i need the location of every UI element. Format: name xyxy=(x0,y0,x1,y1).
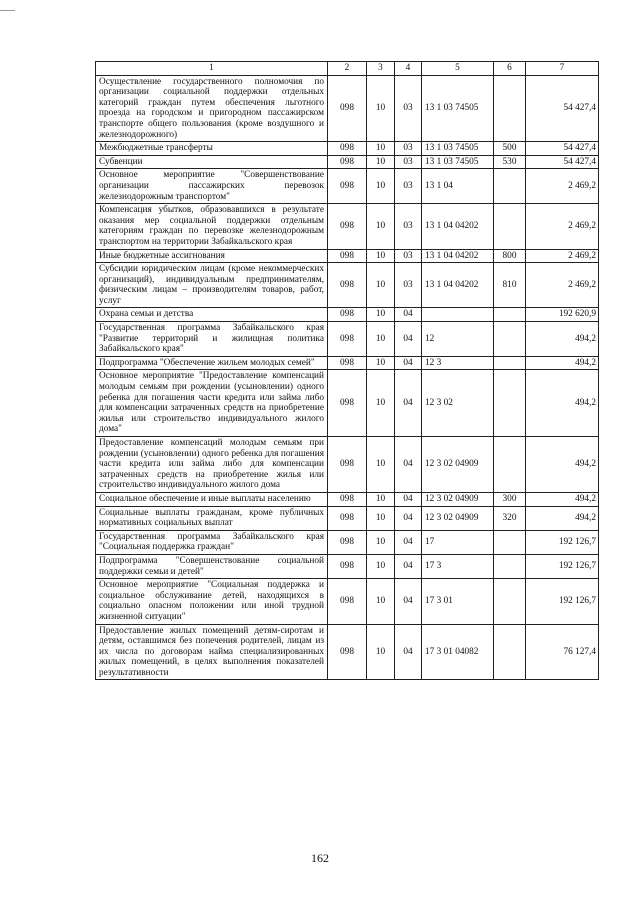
cell-section: 10 xyxy=(367,322,395,357)
cell-amount: 192 126,7 xyxy=(526,554,599,578)
cell-target-article: 12 3 02 04909 xyxy=(422,437,494,493)
table-body xyxy=(96,75,599,680)
cell-expense-type xyxy=(494,579,526,624)
cell-name: Основное мероприятие "Совершенствование организации пассажирских перевозок железнодорожным транспортом" xyxy=(96,169,328,204)
cell-name: Подпрограмма "Совершенствование социальной поддержки семьи и детей" xyxy=(96,554,328,578)
cell-subsection: 03 xyxy=(395,204,422,249)
table-row xyxy=(96,155,599,169)
cell-ministry-code: 098 xyxy=(328,155,367,169)
page-number: 162 xyxy=(311,851,329,865)
cell-name: Социальные выплаты гражданам, кроме публичных нормативных социальных выплат xyxy=(96,506,328,530)
cell-target-article: 13 1 04 04202 xyxy=(422,204,494,249)
cell-name: Иные бюджетные ассигнования xyxy=(96,249,328,263)
cell-target-article: 17 3 01 04082 xyxy=(422,624,494,680)
cell-target-article: 13 1 03 74505 xyxy=(422,142,494,156)
table-row xyxy=(96,356,599,370)
cell-expense-type xyxy=(494,356,526,370)
cell-amount: 494,2 xyxy=(526,322,599,357)
cell-subsection: 04 xyxy=(395,624,422,680)
cell-target-article: 12 3 02 04909 xyxy=(422,506,494,530)
cell-section: 10 xyxy=(367,75,395,142)
cell-name: Основное мероприятие "Социальная поддержка и социальное обслуживание детей, находящихся в социально опасном положении или иной трудной жизненной ситуации" xyxy=(96,579,328,624)
cell-ministry-code: 098 xyxy=(328,624,367,680)
cell-subsection: 04 xyxy=(395,322,422,357)
cell-expense-type xyxy=(494,169,526,204)
table-row xyxy=(96,263,599,308)
cell-ministry-code: 098 xyxy=(328,75,367,142)
cell-target-article: 12 3 02 04909 xyxy=(422,492,494,506)
cell-target-article: 13 1 04 04202 xyxy=(422,249,494,263)
cell-subsection: 03 xyxy=(395,263,422,308)
header-col-3: 3 xyxy=(367,62,395,76)
cell-expense-type: 300 xyxy=(494,492,526,506)
table-row xyxy=(96,437,599,493)
cell-ministry-code: 098 xyxy=(328,554,367,578)
cell-expense-type xyxy=(494,75,526,142)
cell-section: 10 xyxy=(367,530,395,554)
cell-target-article: 13 1 04 04202 xyxy=(422,263,494,308)
table-row xyxy=(96,492,599,506)
cell-name: Межбюджетные трансферты xyxy=(96,142,328,156)
cell-ministry-code: 098 xyxy=(328,506,367,530)
cell-ministry-code: 098 xyxy=(328,169,367,204)
cell-section: 10 xyxy=(367,169,395,204)
cell-section: 10 xyxy=(367,155,395,169)
cell-target-article: 17 xyxy=(422,530,494,554)
cell-amount: 192 620,9 xyxy=(526,308,599,322)
cell-amount: 494,2 xyxy=(526,370,599,437)
cell-expense-type xyxy=(494,308,526,322)
cell-target-article: 13 1 03 74505 xyxy=(422,75,494,142)
cell-name: Охрана семьи и детства xyxy=(96,308,328,322)
cell-section: 10 xyxy=(367,204,395,249)
cell-name: Предоставление компенсаций молодым семьям при рождении (усыновлении) одного ребенка для погашения части кредита или займа либо для компенсации затраченных средств на приобретение жилья или строительство индивидуального жилого дома xyxy=(96,437,328,493)
table-row xyxy=(96,75,599,142)
cell-expense-type xyxy=(494,370,526,437)
cell-section: 10 xyxy=(367,492,395,506)
cell-subsection: 04 xyxy=(395,554,422,578)
cell-amount: 494,2 xyxy=(526,356,599,370)
cell-amount: 494,2 xyxy=(526,492,599,506)
cell-section: 10 xyxy=(367,554,395,578)
table-row xyxy=(96,322,599,357)
cell-subsection: 03 xyxy=(395,142,422,156)
cell-name: Субсидии юридическим лицам (кроме некоммерческих организаций), индивидуальным предпринимателям, физическим лицам – производителям товаров, работ, услуг xyxy=(96,263,328,308)
cell-ministry-code: 098 xyxy=(328,263,367,308)
cell-ministry-code: 098 xyxy=(328,492,367,506)
cell-subsection: 03 xyxy=(395,169,422,204)
cell-section: 10 xyxy=(367,437,395,493)
cell-section: 10 xyxy=(367,370,395,437)
cell-subsection: 04 xyxy=(395,579,422,624)
cell-target-article: 17 3 xyxy=(422,554,494,578)
header-col-2: 2 xyxy=(328,62,367,76)
cell-subsection: 03 xyxy=(395,75,422,142)
header-col-1: 1 xyxy=(96,62,328,76)
cell-expense-type xyxy=(494,437,526,493)
cell-subsection: 04 xyxy=(395,308,422,322)
cell-ministry-code: 098 xyxy=(328,308,367,322)
cell-amount: 494,2 xyxy=(526,437,599,493)
cell-name: Компенсация убытков, образовавшихся в результате оказания мер социальной поддержки отдельным категориям граждан по перевозке железнодорожным транспортом на территории Забайкальского края xyxy=(96,204,328,249)
cell-subsection: 04 xyxy=(395,530,422,554)
cell-section: 10 xyxy=(367,142,395,156)
cell-name: Государственная программа Забайкальского края "Социальная поддержка граждан" xyxy=(96,530,328,554)
cell-ministry-code: 098 xyxy=(328,356,367,370)
cell-name: Субвенции xyxy=(96,155,328,169)
cell-section: 10 xyxy=(367,579,395,624)
cell-amount: 494,2 xyxy=(526,506,599,530)
table-row xyxy=(96,530,599,554)
cell-subsection: 03 xyxy=(395,155,422,169)
table-row xyxy=(96,204,599,249)
cell-ministry-code: 098 xyxy=(328,530,367,554)
cell-ministry-code: 098 xyxy=(328,142,367,156)
cell-expense-type xyxy=(494,624,526,680)
cell-name: Подпрограмма "Обеспечение жильем молодых семей" xyxy=(96,356,328,370)
cell-target-article: 13 1 03 74505 xyxy=(422,155,494,169)
cell-target-article: 12 3 02 xyxy=(422,370,494,437)
cell-name: Предоставление жилых помещений детям-сиротам и детям, оставшимся без попечения родителей, лицам из их числа по договорам найма специализированных жилых помещений, в целях выполнения показателей результативности xyxy=(96,624,328,680)
cell-name: Осуществление государственного полномочия по организации социальной поддержки отдельных категорий граждан путем обеспечения льготного проезда на городском и пригородном пассажирском транспорте общего пользования (кроме воздушного и железнодорожного) xyxy=(96,75,328,142)
cell-ministry-code: 098 xyxy=(328,579,367,624)
cell-amount: 192 126,7 xyxy=(526,530,599,554)
table-row xyxy=(96,142,599,156)
table-row xyxy=(96,249,599,263)
cell-subsection: 04 xyxy=(395,506,422,530)
cell-section: 10 xyxy=(367,308,395,322)
cell-section: 10 xyxy=(367,506,395,530)
budget-table xyxy=(95,61,599,680)
cell-ministry-code: 098 xyxy=(328,204,367,249)
cell-subsection: 04 xyxy=(395,492,422,506)
table-header-row xyxy=(96,62,599,76)
cell-amount: 2 469,2 xyxy=(526,204,599,249)
cell-expense-type: 810 xyxy=(494,263,526,308)
cell-amount: 54 427,4 xyxy=(526,155,599,169)
cell-amount: 2 469,2 xyxy=(526,249,599,263)
cell-ministry-code: 098 xyxy=(328,370,367,437)
cell-expense-type xyxy=(494,204,526,249)
cell-name: Социальное обеспечение и иные выплаты населению xyxy=(96,492,328,506)
cell-amount: 192 126,7 xyxy=(526,579,599,624)
cell-amount: 54 427,4 xyxy=(526,75,599,142)
cell-subsection: 03 xyxy=(395,249,422,263)
header-col-7: 7 xyxy=(526,62,599,76)
header-col-4: 4 xyxy=(395,62,422,76)
cell-target-article xyxy=(422,308,494,322)
cell-target-article: 12 3 xyxy=(422,356,494,370)
cell-target-article: 12 xyxy=(422,322,494,357)
cell-expense-type: 320 xyxy=(494,506,526,530)
table-row xyxy=(96,308,599,322)
cell-expense-type xyxy=(494,322,526,357)
cell-name: Основное мероприятие "Предоставление компенсаций молодым семьям при рождении (усыновлении) одного ребенка для погашения части кредита или займа либо для компенсации затраченных средств на приобретение жилья или строительство индивидуального жилого дома" xyxy=(96,370,328,437)
table-row xyxy=(96,624,599,680)
cell-expense-type: 500 xyxy=(494,142,526,156)
cell-expense-type xyxy=(494,554,526,578)
cell-expense-type xyxy=(494,530,526,554)
cell-section: 10 xyxy=(367,249,395,263)
cell-expense-type: 800 xyxy=(494,249,526,263)
cell-section: 10 xyxy=(367,263,395,308)
cell-amount: 2 469,2 xyxy=(526,263,599,308)
cell-amount: 2 469,2 xyxy=(526,169,599,204)
cell-amount: 54 427,4 xyxy=(526,142,599,156)
cell-target-article: 17 3 01 xyxy=(422,579,494,624)
table-row xyxy=(96,169,599,204)
cell-ministry-code: 098 xyxy=(328,322,367,357)
table-row xyxy=(96,506,599,530)
cell-expense-type: 530 xyxy=(494,155,526,169)
cell-name: Государственная программа Забайкальского края "Развитие территорий и жилищная политика Забайкальского края" xyxy=(96,322,328,357)
header-col-6: 6 xyxy=(494,62,526,76)
cell-ministry-code: 098 xyxy=(328,437,367,493)
cell-subsection: 04 xyxy=(395,437,422,493)
cell-section: 10 xyxy=(367,356,395,370)
cell-subsection: 04 xyxy=(395,370,422,437)
cell-ministry-code: 098 xyxy=(328,249,367,263)
table-row xyxy=(96,579,599,624)
cell-target-article: 13 1 04 xyxy=(422,169,494,204)
cell-subsection: 04 xyxy=(395,356,422,370)
cell-section: 10 xyxy=(367,624,395,680)
scan-edge-mark xyxy=(0,10,15,11)
header-col-5: 5 xyxy=(422,62,494,76)
cell-amount: 76 127,4 xyxy=(526,624,599,680)
table-row xyxy=(96,554,599,578)
table-row xyxy=(96,370,599,437)
